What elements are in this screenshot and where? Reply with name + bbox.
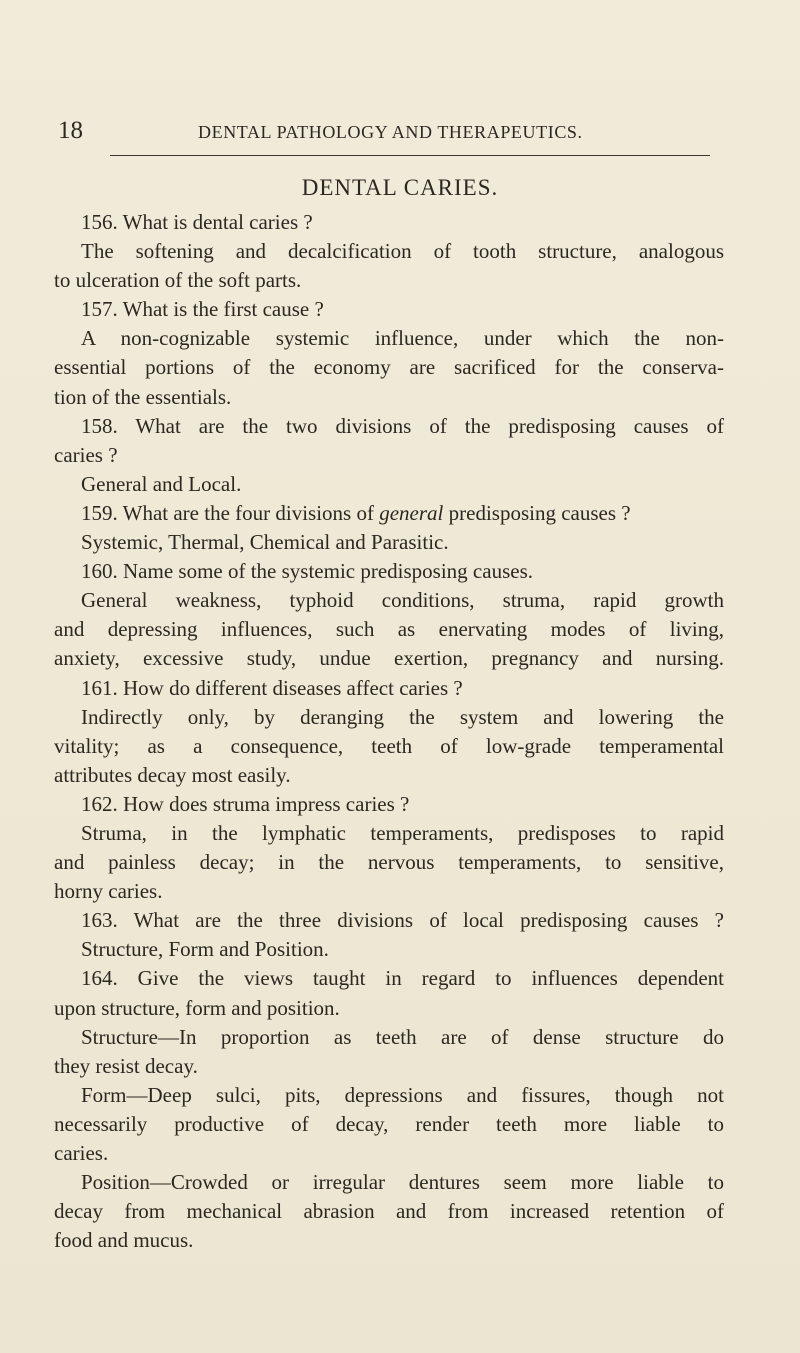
section-title: DENTAL CARIES. xyxy=(301,175,499,200)
answer-157-line-3: tion of the essentials. xyxy=(54,384,232,409)
answer-159: Systemic, Thermal, Chemical and Parasitic. xyxy=(81,530,449,555)
answer-160-line-3: anxiety, excessive study, undue exertion, pregnancy and nursing. xyxy=(54,646,724,671)
page-number: 18 xyxy=(58,117,83,144)
question-164-line-1: 164. Give the views taught in regard to influences dependent xyxy=(81,966,724,991)
question-159-part-1: 159. What are the four divisions of xyxy=(81,500,380,525)
structure-line-1: Structure—In proportion as teeth are of dense structure do xyxy=(81,1024,724,1049)
question-157: 157. What is the first cause ? xyxy=(81,297,324,322)
question-159-italic: general xyxy=(379,500,444,525)
answer-156-line-2: to ulceration of the soft parts. xyxy=(54,268,302,293)
form-line-2: necessarily productive of decay, render teeth more liable to xyxy=(54,1111,724,1136)
position-line-2: decay from mechanical abrasion and from increased retention of xyxy=(54,1199,724,1224)
body-text xyxy=(54,208,724,1255)
running-title: DENTAL PATHOLOGY AND THERAPEUTICS. xyxy=(198,122,583,142)
answer-158: General and Local. xyxy=(81,471,242,496)
question-156: 156. What is dental caries ? xyxy=(81,210,313,234)
running-head xyxy=(58,116,718,146)
answer-162-line-3: horny caries. xyxy=(54,879,163,904)
position-line-1: Position—Crowded or irregular dentures seem more liable to xyxy=(81,1170,724,1195)
answer-161-line-3: attributes decay most easily. xyxy=(54,762,291,787)
answer-160-line-2: and depressing influences, such as enervating modes of living, xyxy=(54,617,724,642)
answer-160-line-1: General weakness, typhoid conditions, struma, rapid growth xyxy=(81,588,724,613)
answer-161-line-1: Indirectly only, by deranging the system and lowering the xyxy=(81,704,724,729)
answer-157-line-2: essential portions of the economy are sacrificed for the conserva- xyxy=(54,355,724,380)
question-158-line-1: 158. What are the two divisions of the predisposing causes of xyxy=(81,413,724,438)
question-162: 162. How does struma impress caries ? xyxy=(81,791,410,816)
header-rule xyxy=(110,155,710,156)
form-line-1: Form—Deep sulci, pits, depressions and fissures, though not xyxy=(81,1082,724,1107)
question-164-line-2: upon structure, form and position. xyxy=(54,995,340,1020)
answer-157-line-1: A non-cognizable systemic influence, under which the non- xyxy=(81,326,724,351)
answer-162-line-2: and painless decay; in the nervous temperaments, to sensitive, xyxy=(54,850,724,875)
question-158-line-2: caries ? xyxy=(54,442,118,467)
question-159-part-2: predisposing causes ? xyxy=(443,500,631,525)
position-line-3: food and mucus. xyxy=(54,1228,194,1253)
question-161: 161. How do different diseases affect caries ? xyxy=(81,675,463,700)
answer-162-line-1: Struma, in the lymphatic temperaments, predisposes to rapid xyxy=(81,820,724,845)
answer-156-line-1: The softening and decalcification of tooth structure, analogous xyxy=(81,239,724,264)
question-159 xyxy=(54,499,724,528)
form-line-3: caries. xyxy=(54,1141,109,1165)
question-163: 163. What are the three divisions of local predisposing causes ? xyxy=(81,908,724,933)
structure-line-2: they resist decay. xyxy=(54,1053,198,1078)
question-160: 160. Name some of the systemic predisposing causes. xyxy=(81,559,533,584)
answer-161-line-2: vitality; as a consequence, teeth of low-grade temperamental xyxy=(54,733,724,758)
answer-163: Structure, Form and Position. xyxy=(81,937,329,962)
